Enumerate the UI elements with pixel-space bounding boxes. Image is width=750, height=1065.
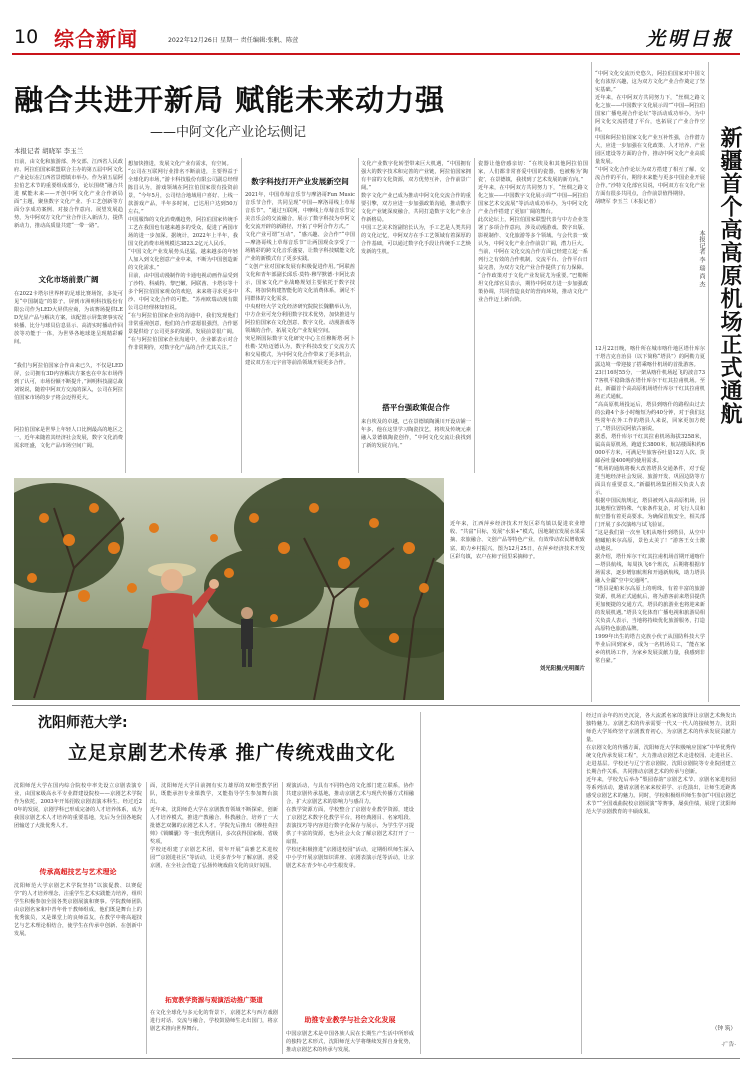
body-paragraph: 沈阳师范大学在国内综合院校中率先设立京剧表演专业，由国家级高水平专业群建设院校——京剧艺术学院作为依托，2003年开始招收京剧表演本科生。经过近20年的发展，京剧学科已形成完备的人才培养体系，成为我国京剧艺术人才培养的重要基地，先后为全国各地院团输送了大批优秀人才。 [14,783,142,829]
article1-column-2: 想加快推进，发展文化产业有需求，有空间。 “公司在互联网行业排名不断前进，主要得益于全球化的市场，”游卡科技股份有限公司副总经理陈昌认为，游戏领域在阿拉伯国家很有投资前景，“今年5月，公司结合地域用户喜好、上线一款游戏产品，半年多时间，已达用户达到50万左右。” 中国服饰的文化消费潮趋势，阿拉伯国家传统手工艺在我国也有越来越多的受众，促进了两国市场的进一步加深。据统计，2022年上半年，我国文化消费市场规模达3823.2亿元人民币。 “中国文化产业发展势头迅猛，越来越多的年轻人加入到文化创意产业中来，不断为中国创造新的文化需求。” 目前，由中国动漫制作的卡通电视动画作品受到了沙特、科威特、黎巴嫩、阿联酋、卡塔尔等十多个阿拉伯国家观众的欢迎，来来将寻求更多中沙、中阿文化合作的可能。“苏州欧瑞动漫有限公司总经理林知恒说。 “在与阿拉伯国家企业的沟通中，我们发现他们非常重视创意，他们的合作意愿很强烈，合作愿景提供给了公司更多的资源，发展前景很广阔。 “在与阿拉伯国家企业沟通中，企业都表示对合作非常期待，对数字化产品的合作尤其关注。” [128,161,238,351]
news-photo [14,478,444,700]
body-paragraph: 日前，由文化和旅游部、外交部、江西省人民政府、阿拉伯国家联盟联合主办的第五届中阿文化产业论坛在江西省景德镇市举办。作为第五届阿拉伯艺术节的重要组成部分，论坛围绕“融合共进 赋能未来——开创中阿文化产业合作新局面”主题，聚焦数字文化产业、手工艺创新等方面分享成功案例、对接合作意向、展望发展趋势，为中阿双方文化产业合作注入新活力，提供新动力，推动高质量共建“一带一路”。 [14,159,123,229]
column-rule [358,158,359,473]
photo-credit: 刘光阳摄/光明图片 [539,666,585,672]
column-rule [591,62,592,702]
article1-column-4 [361,160,471,473]
header-rule [12,53,740,55]
article-title: 融合共进开新局 赋能未来动力强 [14,83,446,117]
article2-column-1 [14,782,142,1054]
column-rule [282,782,283,1054]
section-heading: 拓宽教学资源与观演活动推广渠道 [165,996,263,1004]
column-rule [420,712,421,1054]
article1-column-1 [14,158,123,473]
section-name: 综合新闻 [54,27,138,51]
sidebar-body: 12月22日晚，喀什所在城市喀什地区塔什库尔干塔吉克自治县（以下简称“塔县”）的阿勒力夏露边境一带迎接了搭乘喀什机场的首批游客。 23日16时55分，一架从喀什机场起飞的波音737客机平稳降落在塔什库尔干红其拉甫机场。至此，新疆首个高高原机场塔什库尔干红其拉甫机场正式通航。 “高高原机场投运后，塔县到喀什的路程由过去的公路4个多小时缩短为约40分钟，对于我们这些常年在外工作的塔县人来说，回家更加方便了。”塔县居民阿依古丽说。 据悉，塔什库尔干红其拉甫机场海拔3258米，属高高原机场，跑道长3800米，航站楼面积约6000平方米，可满足年旅客吞吐量12万人次、货邮吞吐量400吨的使用需求。 “机场的通航将极大改善塔县交通条件，对于促进当地经济社会发展、旅游开发、巩固边防等方面具有重要意义。”新疆机场集团相关负责人表示。 根据中国民航规定，塔县被列入高高原机场，因其地理位置特殊、气象条件复杂，对飞行人员和航空器有着更高要求。为确保首航安全，相关部门开展了多次演练与试飞验证。 “这是我们第一次坐飞机从喀什到塔县，从空中俯瞰帕米尔高原，景色太美了！”游客王女士激动地说。 据介绍，塔什库尔干红其拉甫机场首期开通喀什—塔县航线，每周执飞6个班次，后期将根据市场需求，逐步增加航班和开通新航线，助力塔县融入全疆“空中交通网”。 “塔县是帕米尔高原上的明珠，有着丰富的旅游资源，机场正式通航后，将为游客前来塔县提供更加便捷的交通方式，塔县的旅游业也将迎来新的发展机遇。”塔县文化体育广播电视和旅游局相关负责人表示，当地将持续优化旅游服务，打造高原特色旅游品牌。 1999年出生的塔吉克族小伙子从国防科技大学毕业后回到家乡，成为一名机场员工，“能在家乡的机场工作，为家乡发展贡献力量，我感到非常自豪。” [595,346,705,664]
body-paragraph: 观演活动，与具有不同特色的文化部门建立联系，协作共建京剧传承基地，推动京剧艺术与现代传播方式相融合，扩大京剧艺术的影响力与感召力。 在教学资源方面，学校整合了京剧专业教学资源，建设了京剧艺术数字化教学平台，将经典剧目、名家唱段、表演技巧等内容进行数字化保存与展示，为学生学习提供了丰富的资源，也为社会大众了解京剧艺术打开了一扇窗。 学校还积极推进“京剧进校园”活动，定期组织师生深入中小学开展京剧知识讲座、京剧表演示范等活动，让京剧艺术在青少年心中生根发芽。 [286,783,414,869]
body-paragraph: 阿拉伯国家是世界上年轻人口比例最高的地区之一，近年来随着其经济社会发展，数字文化消费需求旺盛，文化产品市场空间广阔。 [14,427,123,449]
date-line: 2022年12月26日 星期一 责任编辑:张帆、陈萱 [168,37,299,44]
column-rule [581,712,582,1054]
sidebar-title: 新疆首个高高原机场正式通航 [717,126,742,425]
photo-illustration [14,478,444,700]
body-paragraph: 中国京剧艺术是中国各族人民在长期生产生活中所形成的独特艺术形式，沈阳师范大学将继续发挥自身优势，推动京剧艺术的传承与发展。 [286,1031,414,1053]
article-byline: 本报记者 胡晓军 李玉兰 [14,147,84,155]
article2-kicker: 沈阳师范大学: [38,715,128,731]
article-subtitle: ——中阿文化产业论坛侧记 [150,125,307,140]
footer-rule [12,1058,740,1059]
section-heading: 文化市场前景广阔 [38,275,99,284]
page-number: 10 [14,26,39,48]
body-paragraph: 文化产业数字化转型带来巨大机遇，“中国拥有强大的数字技术和完善的产业链，阿拉伯国家拥有丰富的文化资源，双方优势互补，合作前景广阔。” 数字文化产业已成为推动中阿文化交流合作的重要引擎，双方应进一步加强政策沟通，推动数字文化产业链深度融合，共同打造数字文化产业合作新格局。 中国工艺美术馆副馆长认为，手工艺是人类共同的文化记忆，中阿双方在手工艺领域有着深厚的合作基础，可以通过数字化手段让传统手工艺焕发新的生机。 [361,161,471,255]
masthead-logo: 光明日报 [645,28,734,50]
body-paragraph: 沈阳师范大学京剧艺术学院坚持“以演促教、以赛促学”的人才培养理念，注重学生艺术实践能力培养，组织学生积极参加全国各类京剧展演和赛事。学院教师团队由京剧名家和中青年骨干教师组成，他们既是舞台上的优秀演员，又是课堂上的良师益友，在教学中将高超技艺与艺术理论相结合，使学生在传承中创新、在创新中发展。 [14,883,142,937]
section-divider [12,705,740,706]
ad-tag: ·广告· [721,1042,736,1048]
article1-column-5: 瓷器让他倍感亲切：“在埃及和其他阿拉伯国家，人们都非常喜爱中国的瓷器，也被称为‘陶瓷’，在景德镇，我找到了艺术发展的新方向。” 近年来，在中阿双方共同努力下，“丝绸之路文化之旅——中国数字文化展示周”“中国—阿拉伯国家艺术交流展”等活动成功举办，为中阿文化产业合作搭建了更加广阔的舞台。 此次论坛上，阿拉伯国家联盟代表与中方企业签署了多项合作意向，涉及动漫游戏、数字出版、影视制作、文化旅游等多个领域。与会代表一致认为，中阿文化产业合作前景广阔，潜力巨大。 当前，中阿在文化交流合作方面已经建立起一系列行之有效的合作机制，交流平台、合作平台日益完善，为双方文化产业合作提供了有力保障。 “合作政策对于文化产业发展尤为重要。”巴勒斯坦文化部官员表示，期待中阿双方进一步加强政策协调，共同营造良好的营商环境，推动文化产业合作迈上新台阶。 [478,161,588,303]
caption-text: 近年来，江西萍乡经济技术开发区彩鸟镇以促进农业增收、“共富”目标，发展“水果+”模式，因地制宜发展水果采摘、农旅融合、文创产品等特色产业，有效带动农民增收致富，助力乡村振兴。图为12月25日，在萍乡经济技术开发区彩鸟镇，农户在柿子园里采摘柿子。 [450,521,585,560]
body-paragraph: 2021年，中国草莓音乐节与摩洛哥Fun Music音乐节合作，共同呈现“中国—摩洛哥线上草莓音乐节”。“通过互联网，中摩线上草莓音乐节完美音乐会的交流融合，展示了数字科技为中阿文化交流开辟的新路径，开拓了中阿合作方式。” 文化产业可谓“互动”，“感兴趣、会合作”“中国—摩洛哥线上草莓音乐节”让两国观众享受了一场精彩的跨文化音乐盛宴，让数字科技赋能文化产业的新模式有了更多实践。 “文创产业对国家发展有积极促进作用。”阿联酋文化和青年部副长邱乐·莫特·穆罕默德·卡阿比表示，国家文化产业战略规划主要依托于数字技术，将加快构建智能化的文化消费体系，满足不同群体的文化需求。 中央财经大学文化经济研究院院长魏鹏举认为，中方企业可充分利用数字技术优势，加快推进与阿拉伯国家在文化创意、数字文化、动漫游戏等领域的合作，拓展文化产业发展空间。 突尼斯国际数字文化研究中心主任穆斯塔·阿卜杜勒·艾哈迈德认为，数字科技改变了交流方式和交易模式，为中阿文化合作带来了更多机会，建议双方在元宇宙等前沿领域开展更多合作。 [245,192,355,366]
column-rule [125,158,126,473]
section-heading: 数字科技打开产业发展新空间 [251,177,349,186]
body-paragraph: 在文化全球化与多元化的背景下，京剧艺术与西方戏剧进行对话、交流与融合，学校鼓励师生走出国门，将京剧艺术推向世界舞台。 [150,1010,278,1032]
body-paragraph: 经过百余年的历史沉淀，各大流派名家的演绎让京剧艺术焕发出独特魅力。京剧艺术的传承需要一代又一代人的接续努力，沈阳师范大学始终坚守京剧教育初心，为京剧艺术的传承发展贡献力量。 在京剧文化的传播方面，沈阳师范大学积极响应国家“中华优秀传统文化传承发展工程”，大力推动京剧艺术走进校园、走进社区、走进基层。学校还与辽宁省京剧院、沈阳京剧院等专业院团建立长期合作关系，共同推动京剧艺术的传承与创新。 近年来，学校先后举办“梨园春韵”京剧艺术节、京剧名家进校园等系列活动，邀请京剧名家来校讲学、示范演出，让师生近距离感受京剧艺术的魅力。同时，学校积极组织师生参加“中国京剧艺术节”“全国戏曲院校京剧展演”等赛事，屡获佳绩，展现了沈阳师范大学京剧教育的丰硕成果。 [586,713,736,815]
article1-column-3 [245,160,355,473]
article-author: （钟 筑） [711,1026,736,1032]
article2-title: 立足京剧艺术传承 推广传统戏曲文化 [68,742,396,764]
sidebar-byline: 本报记者 李 瑞 尚 杰 [698,230,705,288]
body-paragraph: “我们与阿拉伯国家合作由来已久，不仅是LED屏，公司拥有3D内容解决方案也在中东市场得到了认可，市场份额不断提升，”洲明科技副总裁刘锐说，随着中阿双方交流的深入，公司在阿拉伯国家市场的步子将会迈得更大。 [14,363,123,401]
section-heading: 助推专业教学与社会文化发展 [304,1016,396,1024]
column-rule [474,158,475,473]
article2-column-4 [586,712,736,1054]
body-paragraph: 在2022卡塔尔世界杯的足球比赛场馆，多处可见“中国制造”的影子。屏到市洲明科技股份有限公司作为LED大屏供应商，为该赛场提供LED光显产品与解决方案。该配置示屏集赛事实况转播、比分与球员信息显示、高清实时播动作回放等功能于一体，为世界各地球迷呈现精彩瞬间。 [14,291,123,345]
article2-column-2 [150,782,278,1054]
column-rule [146,782,147,1054]
body-paragraph: 面，沈阳师范大学目前拥有实力雄厚的双师型教学团队，既能承担专业课教学，又能指导学生参加舞台演出。 近年来，沈阳师范大学在京剧教育领域不断探索，创新人才培养模式，推进产教融合、科教融合，培养了一大批德艺双馨的京剧艺术人才。学院先后推出《穆桂英挂帅》《锁麟囊》等一批优秀剧目，多次获得国家级、省级奖项。 学校还组建了京剧艺术团，常年开展“高雅艺术进校园”“京剧进社区”等活动，让更多青少年了解京剧、喜爱京剧，在全社会营造了弘扬传统戏曲文化的良好氛围。 [150,783,278,869]
section-heading: 传承高超技艺与艺术理论 [39,868,117,876]
body-paragraph: 来自埃及的卓越，已在景德镇陶溪川开设店铺一年多，他在这里学习陶瓷技艺，将埃及传统元素融入景德镇陶瓷创作，“中阿文化交流让我找到了新的发展方向。” [361,419,471,449]
article2-column-3 [286,782,414,1054]
page-header [12,22,740,52]
photo-caption [450,520,585,700]
section-heading: 搭平台强政策促合作 [382,403,450,412]
article1-column-6: “中阿文化交流历史悠久，阿拉伯国家对中国文化有浓厚兴趣，这为双方文化产业合作奠定了坚实基础。” 近年来，在中阿双方共同努力下，“丝绸之路文化之旅——中国数字文化展示周”“中国—阿拉伯国家广播电视合作论坛”等活动成功举办，为中阿文化交流搭建了平台，也拓展了产业合作空间。 中国和阿拉伯国家文化产业互补性强，合作潜力大，应进一步加强在文化政策、人才培养、产业园区建设等方面的合作，推动中阿文化产业高质量发展。 “中阿文化合作论坛为双方搭建了相互了解、交流合作的平台，期待未来能与更多中国企业开展合作。”沙特文化部官员说，中阿双方在文化产业方面有很多共同点，合作前景值得期待。 胡晓军 李玉兰（本报记者） [595,71,705,205]
column-rule [708,62,709,702]
column-rule [241,158,242,473]
